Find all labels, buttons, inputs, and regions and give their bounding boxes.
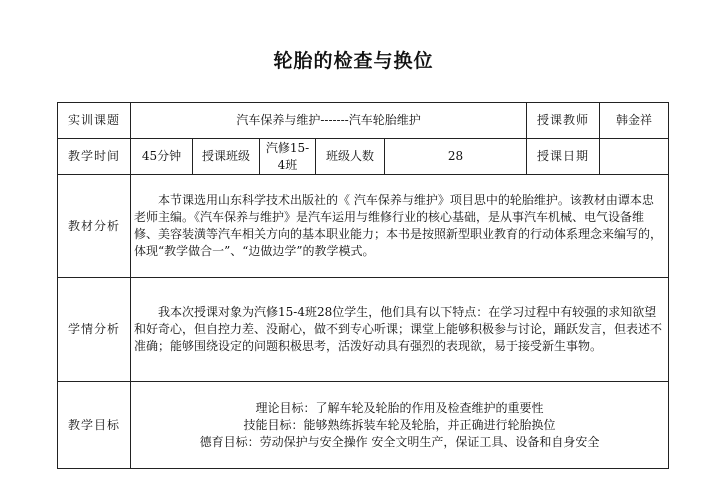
moral-goal: 德育目标：劳动保护与安全操作 安全文明生产，保证工具、设备和自身安全 [199,434,600,449]
topic-value: 汽车保养与维护-------汽车轮胎维护 [131,103,527,139]
theory-goal: 理论目标：了解车轮及轮胎的作用及检查维护的重要性 [255,400,544,415]
date-value [600,139,669,175]
teacher-value: 韩金祥 [600,103,669,139]
time-label: 教学时间 [58,139,131,175]
class-label: 授课班级 [193,139,260,175]
goals-text [131,382,669,469]
students-label: 学情分析 [58,278,131,382]
row-time [58,139,669,175]
goals-label: 教学目标 [58,382,131,469]
teacher-label: 授课教师 [527,103,600,139]
document-title: 轮胎的检查与换位 [273,50,434,72]
time-value: 45分钟 [131,139,193,175]
students-text: 我本次授课对象为汽修15-4班28位学生，他们具有以下特点：在学习过程中有较强的求知欲望和好奇心，但自控力差、没耐心，做不到专心听课；课堂上能够积极参与讨论，踊跃发言，但表述不准确；能够围绕设定的问题积极思考，活泼好动具有强烈的表现欲，易于接受新生事物。 [131,278,669,382]
class-value: 汽修15-4班 [260,139,316,175]
row-students [58,278,669,382]
date-label: 授课日期 [527,139,600,175]
row-material [58,175,669,278]
lesson-plan-table [57,102,669,469]
topic-label: 实训课题 [58,103,131,139]
row-topic [58,103,669,139]
row-goals [58,382,669,469]
class-size-label: 班级人数 [316,139,385,175]
material-text: 本节课选用山东科学技术出版社的《 汽车保养与维护》项目思中的轮胎维护。该教材由谭本忠老师主编。《汽车保养与维护》是汽车运用与维修行业的核心基础，是从事汽车机械、电气设备维修、美容装潢等汽车相关方向的基本职业能力；本书是按照新型职业教育的行动体系理念来编写的，体现“教学做合一”、“边做边学”的教学模式。 [131,175,669,278]
material-label: 教材分析 [58,175,131,278]
skill-goal: 技能目标：能够熟练拆装车轮及轮胎，并正确进行轮胎换位 [243,417,556,432]
class-size-value: 28 [385,139,527,175]
